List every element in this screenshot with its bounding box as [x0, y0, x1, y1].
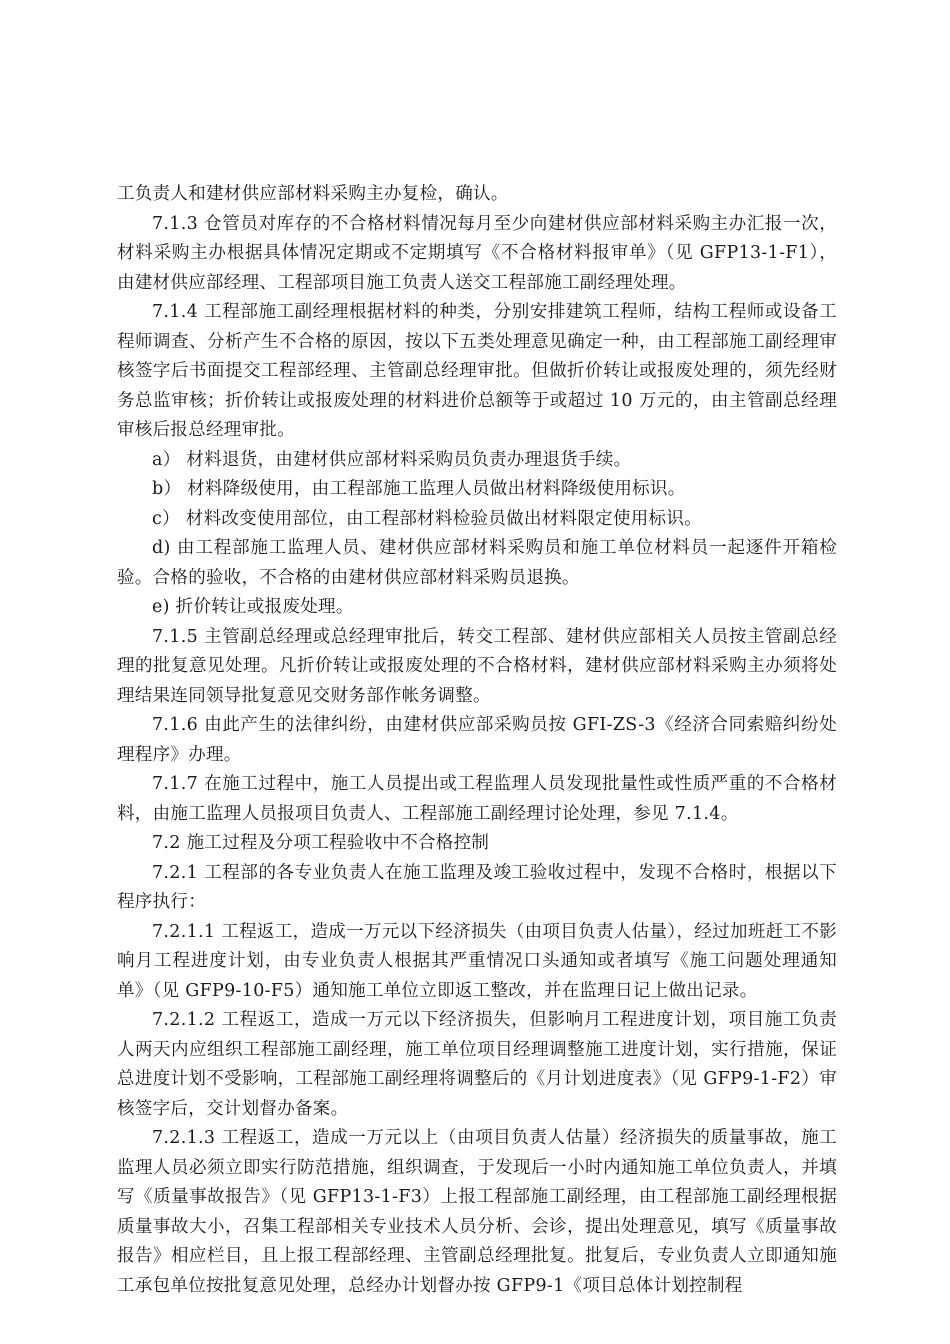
paragraph: 7.2.1.2 工程返工，造成一万元以下经济损失，但影响月工程进度计划，项目施工负责人两天内应组织工程部施工副经理，施工单位项目经理调整施工进度计划，实行措施，保证总进度计划不受影响，工程部施工副经理将调整后的《月计划进度表》（见 GFP9-1-F2）审核签字后，交计划督办备案。	[117, 1010, 837, 1119]
paragraph: 7.1.7 在施工过程中，施工人员提出或工程监理人员发现批量性或性质严重的不合格材料，由施工监理人员报项目负责人、工程部施工副经理讨论处理，参见 7.1.4。	[117, 774, 837, 824]
paragraph: 工负责人和建材供应部材料采购主办复检，确认。	[117, 184, 509, 204]
list-item-d: d) 由工程部施工监理人员、建材供应部材料采购员和施工单位材料员一起逐件开箱检验。合格的验收，不合格的由建材供应部材料采购员退换。	[117, 538, 837, 588]
list-item-b: b） 材料降级使用，由工程部施工监理人员做出材料降级使用标识。	[152, 479, 686, 499]
section-heading: 7.2 施工过程及分项工程验收中不合格控制	[152, 833, 490, 853]
paragraph: 7.2.1.3 工程返工，造成一万元以上（由项目负责人估量）经济损失的质量事故，施工监理人员必须立即实行防范措施，组织调查，于发现后一小时内通知施工单位负责人，并填写《质量事故报告》（见 GFP13-1-F3）上报工程部施工副经理，由工程部施工副经理根据质量事故大小，召集工程部相关专业技术人员分析、会诊，提出处理意见，填写《质量事故报告》相应栏目，且上报工程部经理、主管副总经理批复。批复后，专业负责人立即通知施工承包单位按批复意见处理，总经办计划督办按 GFP9-1《项目总体计划控制程	[117, 1128, 837, 1296]
list-item-c: c） 材料改变使用部位，由工程部材料检验员做出材料限定使用标识。	[152, 508, 702, 529]
list-item-a: a） 材料退货，由建材供应部材料采购员负责办理退货手续。	[152, 449, 632, 470]
paragraph: 7.1.6 由此产生的法律纠纷，由建材供应部采购员按 GFI-ZS-3《经济合同索赔纠纷处理程序》办理。	[117, 715, 837, 765]
paragraph: 7.1.3 仓管员对库存的不合格材料情况每月至少向建材供应部材料采购主办汇报一次，材料采购主办根据具体情况定期或不定期填写《不合格材料报审单》（见 GFP13-1-F1），由建材供应部经理、工程部项目施工负责人送交工程部施工副经理处理。	[117, 213, 837, 293]
paragraph: 7.1.5 主管副总经理或总经理审批后，转交工程部、建材供应部相关人员按主管副总经理的批复意见处理。凡折价转让或报废处理的不合格材料，建材供应部材料采购主办须将处理结果连同领导批复意见交财务部作帐务调整。	[117, 626, 837, 706]
paragraph: 7.2.1.1 工程返工，造成一万元以下经济损失（由项目负责人估量），经过加班赶工不影响月工程进度计划，由专业负责人根据其严重情况口头通知或者填写《施工问题处理通知单》（见 GFP9-10-F5）通知施工单位立即返工整改，并在监理日记上做出记录。	[117, 921, 837, 1001]
document-body	[117, 180, 837, 1301]
paragraph: 7.1.4 工程部施工副经理根据材料的种类，分别安排建筑工程师，结构工程师或设备工程师调查、分析产生不合格的原因，按以下五类处理意见确定一种，由工程部施工副经理审核签字后书面提交工程部经理、主管副总经理审批。但做折价转让或报废处理的，须先经财务总监审核；折价转让或报废处理的材料进价总额等于或超过 10 万元的，由主管副总经理审核后报总经理审批。	[117, 302, 837, 440]
paragraph: 7.2.1 工程部的各专业负责人在施工监理及竣工验收过程中，发现不合格时，根据以下程序执行：	[117, 862, 837, 912]
list-item-e: e) 折价转让或报废处理。	[152, 597, 354, 617]
